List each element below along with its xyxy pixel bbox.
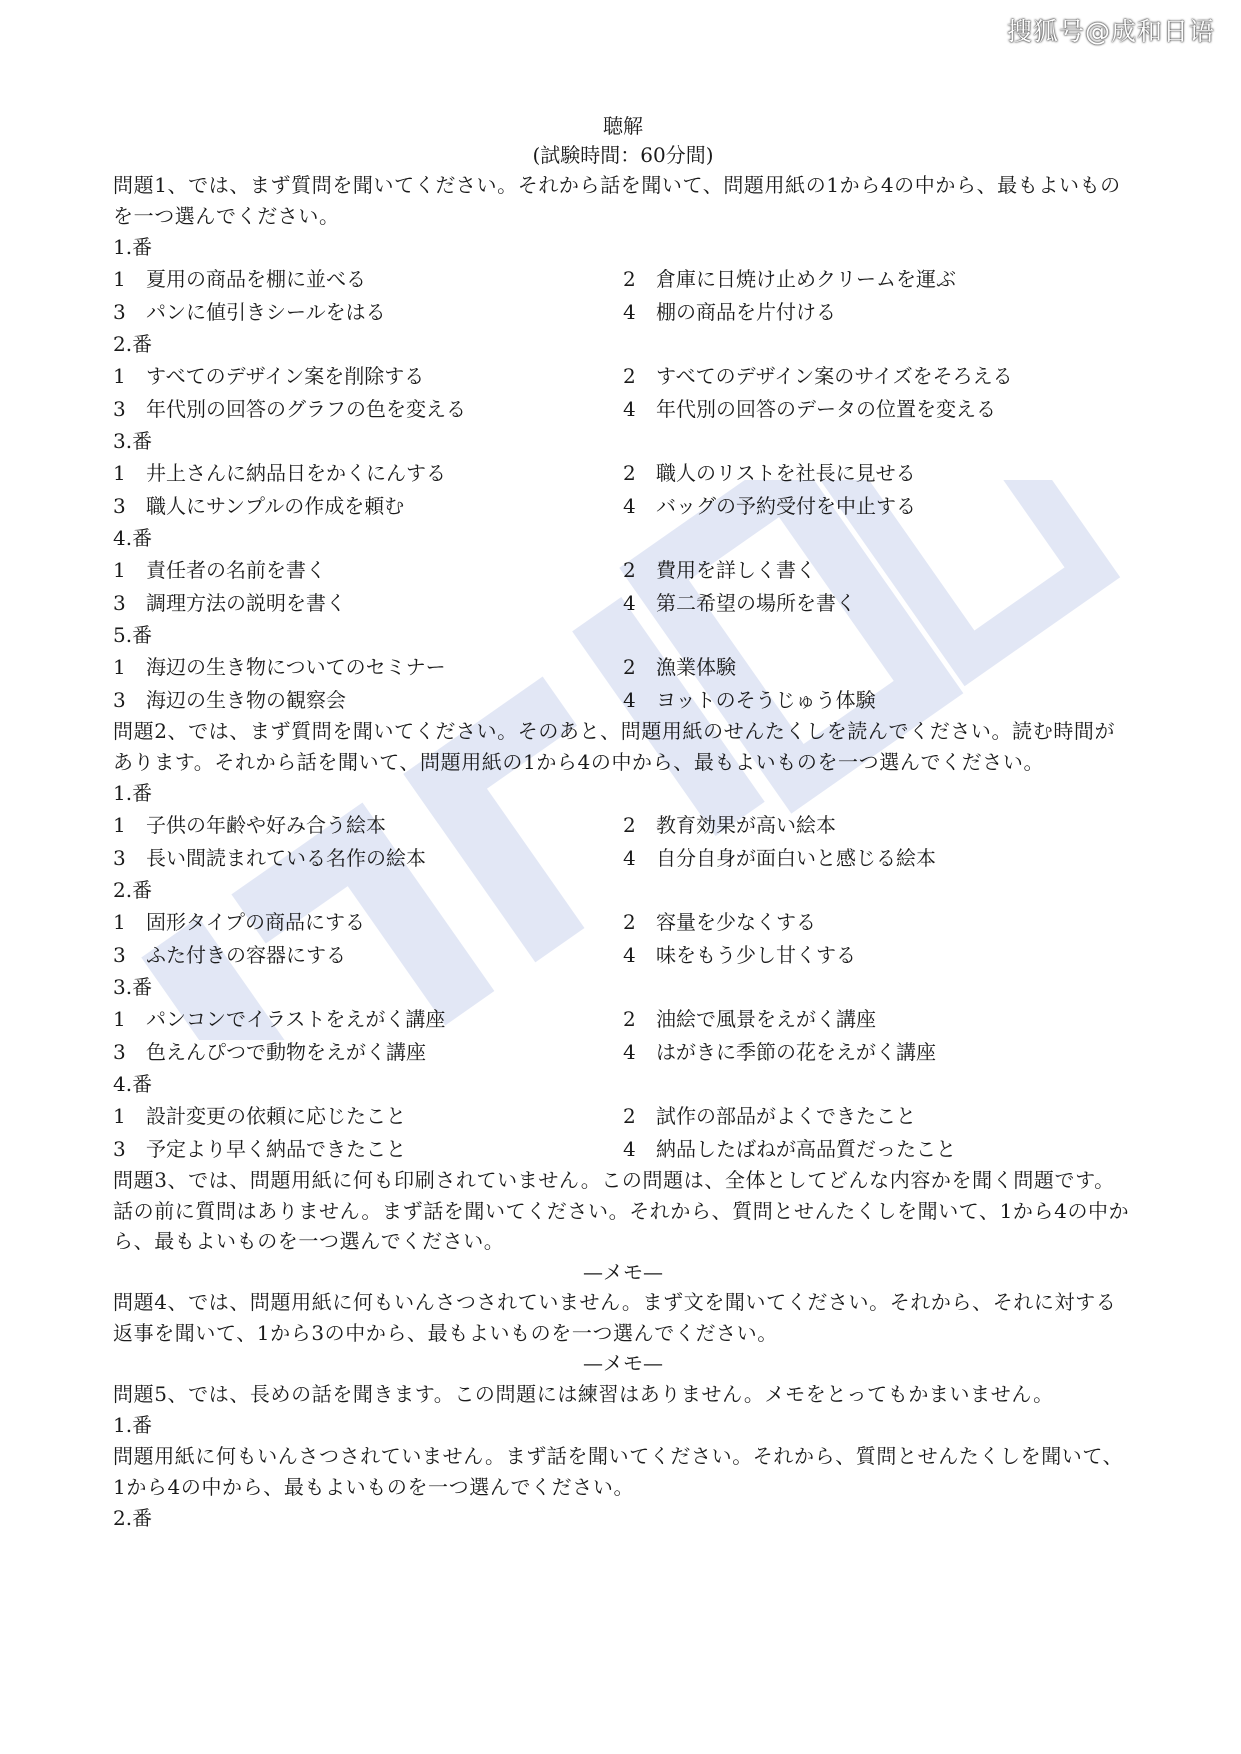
option-text: すべてのデザイン案のサイズをそろえる — [656, 364, 1013, 388]
question-label: 2.番 — [113, 878, 153, 902]
option-text: すべてのデザイン案を削除する — [146, 364, 425, 388]
option — [623, 263, 1133, 296]
option-row — [113, 684, 1133, 717]
option — [623, 651, 1133, 684]
question-label: 2.番 — [113, 1506, 153, 1530]
option-number: 3 — [113, 1136, 126, 1161]
option — [113, 684, 623, 717]
option — [113, 490, 623, 523]
option — [113, 651, 623, 684]
option — [623, 1003, 1133, 1036]
option-row — [113, 906, 1133, 939]
option — [113, 587, 623, 620]
option — [113, 296, 623, 329]
option-number: 1 — [113, 910, 126, 934]
option — [113, 457, 623, 490]
watermark-text: 搜狐号@成和日语 — [1006, 17, 1215, 46]
question-label: 5.番 — [113, 623, 153, 647]
option-number: 2 — [623, 813, 636, 837]
option — [113, 842, 623, 875]
option — [113, 1100, 623, 1133]
option — [113, 360, 623, 393]
option-number: 4 — [623, 299, 636, 324]
option — [623, 809, 1133, 842]
option-number: 2 — [623, 1007, 636, 1031]
option — [113, 906, 623, 939]
option — [623, 296, 1133, 329]
option-text: 海辺の生き物の観察会 — [146, 687, 346, 712]
option-text: 職人のリストを社長に見せる — [656, 461, 916, 485]
option — [113, 263, 623, 296]
option-number: 3 — [113, 493, 126, 518]
option-text: 棚の商品を片付ける — [656, 299, 836, 324]
option-text: 倉庫に日焼け止めクリームを運ぶ — [656, 267, 956, 291]
option-text: 味をもう少し甘くする — [656, 942, 856, 967]
option-text: 費用を詳しく書く — [656, 558, 816, 582]
option-row — [113, 587, 1133, 620]
option-row — [113, 842, 1133, 875]
option-number: 3 — [113, 687, 126, 712]
option-text: 長い間読まれている名作の絵本 — [146, 845, 426, 870]
question-label: 1.番 — [113, 781, 153, 805]
option-number: 4 — [623, 590, 636, 615]
option-text: ヨットのそうじゅう体験 — [656, 687, 876, 712]
option-number: 2 — [623, 461, 636, 485]
option-number: 4 — [623, 1039, 636, 1064]
option-number: 4 — [623, 493, 636, 518]
question-label: 2.番 — [113, 332, 153, 356]
option-row — [113, 1036, 1133, 1069]
option-number: 4 — [623, 1136, 636, 1161]
option-number: 1 — [113, 1007, 126, 1031]
option-number: 1 — [113, 655, 126, 679]
option — [623, 906, 1133, 939]
option-text: 色えんぴつで動物をえがく講座 — [146, 1039, 426, 1064]
option-row — [113, 554, 1133, 587]
option-text: 職人にサンプルの作成を頼む — [146, 493, 405, 518]
option — [113, 809, 623, 842]
option-text: 漁業体験 — [656, 655, 736, 679]
option-text: 自分自身が面白いと感じる絵本 — [656, 845, 936, 870]
option-number: 4 — [623, 396, 636, 421]
option-number: 1 — [113, 558, 126, 582]
option — [113, 1036, 623, 1069]
option-number: 2 — [623, 558, 636, 582]
memo-heading: —メモ— — [583, 1259, 663, 1284]
option-text: 第二希望の場所を書く — [656, 590, 856, 615]
option-number: 1 — [113, 1104, 126, 1128]
option-text: パンコンでイラストをえがく講座 — [146, 1007, 446, 1031]
section-1-instruction: 問題1、では、まず質問を聞いてください。それから話を聞いて、問題用紙の1から4の中から、最もよいものを一つ選んでください。 — [113, 173, 1121, 228]
memo-heading: —メモ— — [583, 1351, 663, 1375]
option — [623, 1036, 1133, 1069]
option-text: 年代別の回答のデータの位置を変える — [656, 396, 996, 421]
option-row — [113, 490, 1133, 523]
option — [623, 490, 1133, 523]
option-text: バッグの予約受付を中止する — [656, 493, 916, 518]
option-text: 試作の部品がよくできたこと — [656, 1104, 916, 1128]
option-row — [113, 809, 1133, 842]
option — [623, 554, 1133, 587]
option-text: 予定より早く納品できたこと — [146, 1136, 406, 1161]
option — [623, 1100, 1133, 1133]
section-5-instruction: 問題5、では、長めの話を聞きます。この問題には練習はありません。メモをとってもかまいません。 — [113, 1381, 1054, 1406]
question-label: 4.番 — [113, 1072, 153, 1096]
option-text: 油絵で風景をえがく講座 — [656, 1007, 876, 1031]
option-number: 3 — [113, 1039, 126, 1064]
option-number: 3 — [113, 845, 126, 870]
option-row — [113, 939, 1133, 972]
option-number: 1 — [113, 267, 126, 291]
option-number: 2 — [623, 1104, 636, 1128]
option-row — [113, 1100, 1133, 1133]
question-label: 4.番 — [113, 526, 153, 550]
option-row — [113, 360, 1133, 393]
option-row — [113, 1003, 1133, 1036]
option — [623, 393, 1133, 426]
page-title: 聴解 — [603, 114, 643, 138]
option-row — [113, 651, 1133, 684]
option — [113, 554, 623, 587]
option-number: 1 — [113, 813, 126, 837]
section-2-instruction: 問題2、では、まず質問を聞いてください。そのあと、問題用紙のせんたくしを読んでください。読む時間があります。それから話を聞いて、問題用紙の1から4の中から、最もよいものを一つ選んでください。 — [113, 719, 1116, 774]
document — [113, 112, 1133, 1534]
option-number: 1 — [113, 461, 126, 485]
option-number: 2 — [623, 267, 636, 291]
option-text: 井上さんに納品日をかくにんする — [146, 461, 446, 485]
option-text: 設計変更の依頼に応じたこと — [146, 1104, 406, 1128]
option-text: はがきに季節の花をえがく講座 — [656, 1039, 936, 1064]
option-text: ふた付きの容器にする — [146, 942, 346, 967]
option-row — [113, 1133, 1133, 1166]
option-number: 3 — [113, 590, 126, 615]
section-3-instruction: 問題3、では、問題用紙に何も印刷されていません。この問題は、全体としてどんな内容かを聞く問題です。話の前に質問はありません。まず話を聞いてください。それから、質問とせんたくしを聞いて、1から4の中から、最もよいものを一つ選んでください。 — [113, 1168, 1130, 1253]
option — [113, 939, 623, 972]
section-1-questions — [113, 231, 1133, 716]
option — [623, 587, 1133, 620]
option-text: 教育効果が高い絵本 — [656, 813, 836, 837]
option-number: 4 — [623, 845, 636, 870]
option-number: 3 — [113, 396, 126, 421]
option-text: 納品したばねが高品質だったこと — [656, 1136, 956, 1161]
option-row — [113, 296, 1133, 329]
option-row — [113, 457, 1133, 490]
question-label: 3.番 — [113, 975, 153, 999]
option-row — [113, 393, 1133, 426]
option — [113, 393, 623, 426]
section-2-questions — [113, 777, 1133, 1165]
option-text: 年代別の回答のグラフの色を変える — [146, 396, 466, 421]
option-text: 海辺の生き物についてのセミナー — [146, 655, 446, 679]
option-number: 3 — [113, 299, 126, 324]
page-subtitle: (試験時間：60分間) — [532, 143, 714, 167]
option-text: 責任者の名前を書く — [146, 558, 326, 582]
option — [623, 360, 1133, 393]
option-text: 固形タイプの商品にする — [146, 910, 365, 934]
option — [623, 457, 1133, 490]
option-number: 3 — [113, 942, 126, 967]
option — [623, 939, 1133, 972]
question-text: 問題用紙に何もいんさつされていません。まず話を聞いてください。それから、質問とせんたくしを聞いて、1から4の中から、最もよいものを一つ選んでください。 — [113, 1444, 1124, 1499]
option-text: 夏用の商品を棚に並べる — [146, 267, 366, 291]
option-row — [113, 263, 1133, 296]
option — [623, 684, 1133, 717]
section-4-instruction: 問題4、では、問題用紙に何もいんさつされていません。まず文を聞いてください。それから、それに対する返事を聞いて、1から3の中から、最もよいものを一つ選んでください。 — [113, 1290, 1117, 1345]
question-label: 3.番 — [113, 429, 153, 453]
option-number: 2 — [623, 910, 636, 934]
option — [113, 1133, 623, 1166]
question-label: 1.番 — [113, 235, 153, 259]
option — [113, 1003, 623, 1036]
option-number: 2 — [623, 364, 636, 388]
option-number: 4 — [623, 942, 636, 967]
option-text: 容量を少なくする — [656, 910, 816, 934]
question-label: 1.番 — [113, 1413, 153, 1437]
option-text: 調理方法の説明を書く — [146, 590, 346, 615]
option — [623, 1133, 1133, 1166]
option — [623, 842, 1133, 875]
option-text: パンに値引きシールをはる — [146, 299, 386, 324]
option-number: 4 — [623, 687, 636, 712]
option-number: 2 — [623, 655, 636, 679]
option-number: 1 — [113, 364, 126, 388]
option-text: 子供の年齢や好み合う絵本 — [146, 813, 386, 837]
